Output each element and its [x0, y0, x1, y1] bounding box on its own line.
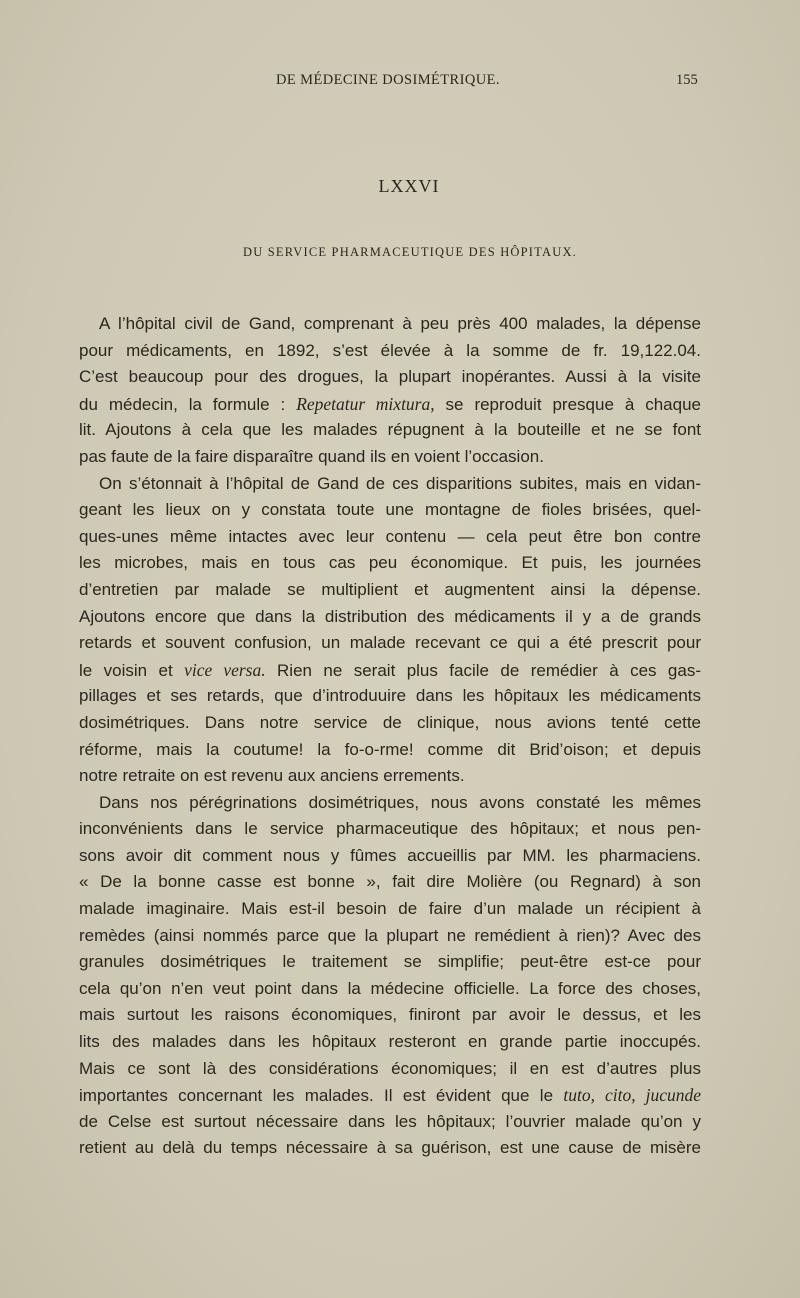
- italic-phrase: tuto, cito, jucunde: [563, 1085, 701, 1106]
- text-segment: du médecin, la formule :: [79, 394, 297, 414]
- text-line: [79, 949, 701, 976]
- text-segment: pas faute de la faire disparaître quand ils en voient l’occasion.: [79, 446, 544, 466]
- text-segment: remèdes (ainsi nommés parce que la plupart ne remédient à rien)? Avec des: [79, 925, 701, 945]
- text-segment: On s’étonnait à l’hôpital de Gand de ces disparitions subites, mais en vidan-: [99, 473, 701, 493]
- text-line: [79, 976, 701, 1003]
- text-line: [79, 737, 701, 764]
- text-line: [79, 1109, 701, 1136]
- text-segment: retards et souvent confusion, un malade recevant ce qui a été prescrit pour: [79, 633, 701, 653]
- text-segment: A l’hôpital civil de Gand, comprenant à peu près 400 malades, la dépense: [99, 314, 701, 333]
- text-segment: importantes concernant les malades. Il est évident que le: [79, 1086, 564, 1106]
- text-segment: réforme, mais la coutume! la fo-o-rme! comme dit Brid’oison; et depuis: [79, 739, 701, 759]
- text-segment: pour médicaments, en 1892, s’est élevée à la somme de fr. 19,122.04.: [79, 340, 701, 360]
- text-line: [79, 497, 701, 524]
- text-line: [79, 391, 701, 418]
- chapter-number: LXXVI: [378, 176, 440, 196]
- text-segment: retient au delà du temps nécessaire à sa guérison, est une cause de misère: [79, 1138, 701, 1158]
- text-segment: lits des malades dans les hôpitaux resteront en grande partie inoccupés.: [79, 1032, 701, 1052]
- text-line: [79, 657, 701, 684]
- text-segment: de Celse est surtout nécessaire dans les hôpitaux; l’ouvrier malade qu’on y: [79, 1111, 701, 1131]
- text-segment: notre retraite on est revenu aux anciens errements.: [79, 766, 465, 786]
- text-line: [79, 1082, 701, 1109]
- text-line: [79, 524, 701, 551]
- text-segment: sons avoir dit comment nous y fûmes accueillis par MM. les pharmaciens.: [79, 845, 701, 865]
- text-line: [79, 790, 701, 817]
- text-segment: se reproduit presque à chaque: [434, 394, 702, 414]
- text-segment: Mais ce sont là des considérations économiques; il en est d’autres plus: [79, 1058, 701, 1078]
- text-segment: malade imaginaire. Mais est-il besoin de faire d’un malade un récipient à: [79, 899, 701, 919]
- text-line: [79, 843, 701, 870]
- italic-phrase: Repetatur mixtura,: [296, 393, 435, 414]
- text-line: [79, 471, 701, 498]
- text-segment: pillages et ses retards, que d’introduuire dans les hôpitaux les médicaments: [79, 686, 701, 706]
- text-line: [79, 550, 701, 577]
- text-line: [79, 763, 701, 790]
- text-line: [79, 1029, 701, 1056]
- text-segment: Ajoutons encore que dans la distribution des médicaments il y a de grands: [79, 606, 701, 626]
- text-segment: dosimétriques. Dans notre service de clinique, nous avions tenté cette: [79, 712, 701, 732]
- text-segment: C’est beaucoup pour des drogues, la plupart inopérantes. Aussi à la visite: [79, 367, 701, 387]
- text-line: [79, 630, 701, 657]
- text-segment: granules dosimétriques le traitement se simplifie; peut-être est-ce pour: [79, 952, 701, 972]
- text-segment: Rien ne serait plus facile de remédier à ces gas-: [265, 660, 702, 680]
- text-segment: cela qu’on n’en veut point dans la médecine officielle. La force des choses,: [79, 978, 701, 998]
- text-line: [79, 816, 701, 843]
- text-line: [79, 683, 701, 710]
- text-line: [79, 577, 701, 604]
- text-segment: ques-unes même intactes avec leur contenu — cela peut être bon contre: [79, 526, 701, 546]
- italic-phrase: vice versa.: [184, 659, 266, 680]
- running-title: DE MÉDECINE DOSIMÉTRIQUE.: [276, 72, 500, 88]
- text-line: [79, 1056, 701, 1083]
- text-segment: Dans nos pérégrinations dosimétriques, nous avons constaté les mêmes: [99, 792, 701, 812]
- text-line: [79, 311, 701, 338]
- text-line: [79, 417, 701, 444]
- text-segment: inconvénients dans le service pharmaceutique des hôpitaux; et nous pen-: [79, 819, 701, 839]
- text-segment: mais surtout les raisons économiques, finiront par avoir le dessus, et les: [79, 1005, 701, 1025]
- text-line: [79, 364, 701, 391]
- text-line: [79, 444, 701, 471]
- text-segment: « De la bonne casse est bonne », fait dire Molière (ou Regnard) à son: [79, 872, 701, 892]
- text-line: [79, 1135, 701, 1162]
- text-segment: les microbes, mais en tous cas peu économique. Et puis, les journées: [79, 553, 701, 573]
- text-segment: lit. Ajoutons à cela que les malades répugnent à la bouteille et ne se font: [79, 420, 701, 440]
- text-line: [79, 338, 701, 365]
- body-text: [79, 311, 701, 1162]
- text-line: [79, 869, 701, 896]
- text-line: [79, 604, 701, 631]
- chapter-title: DU SERVICE PHARMACEUTIQUE DES HÔPITAUX.: [242, 245, 578, 259]
- text-line: [79, 710, 701, 737]
- text-line: [79, 923, 701, 950]
- running-head: [0, 72, 800, 96]
- text-segment: le voisin et: [79, 660, 185, 680]
- text-line: [79, 1002, 701, 1029]
- text-segment: geant les lieux on y constata toute une montagne de fioles brisées, quel-: [79, 500, 701, 520]
- text-line: [79, 896, 701, 923]
- text-segment: d’entretien par malade se multiplient et augmentent ainsi la dépense.: [79, 579, 701, 599]
- page-number: 155: [676, 72, 698, 88]
